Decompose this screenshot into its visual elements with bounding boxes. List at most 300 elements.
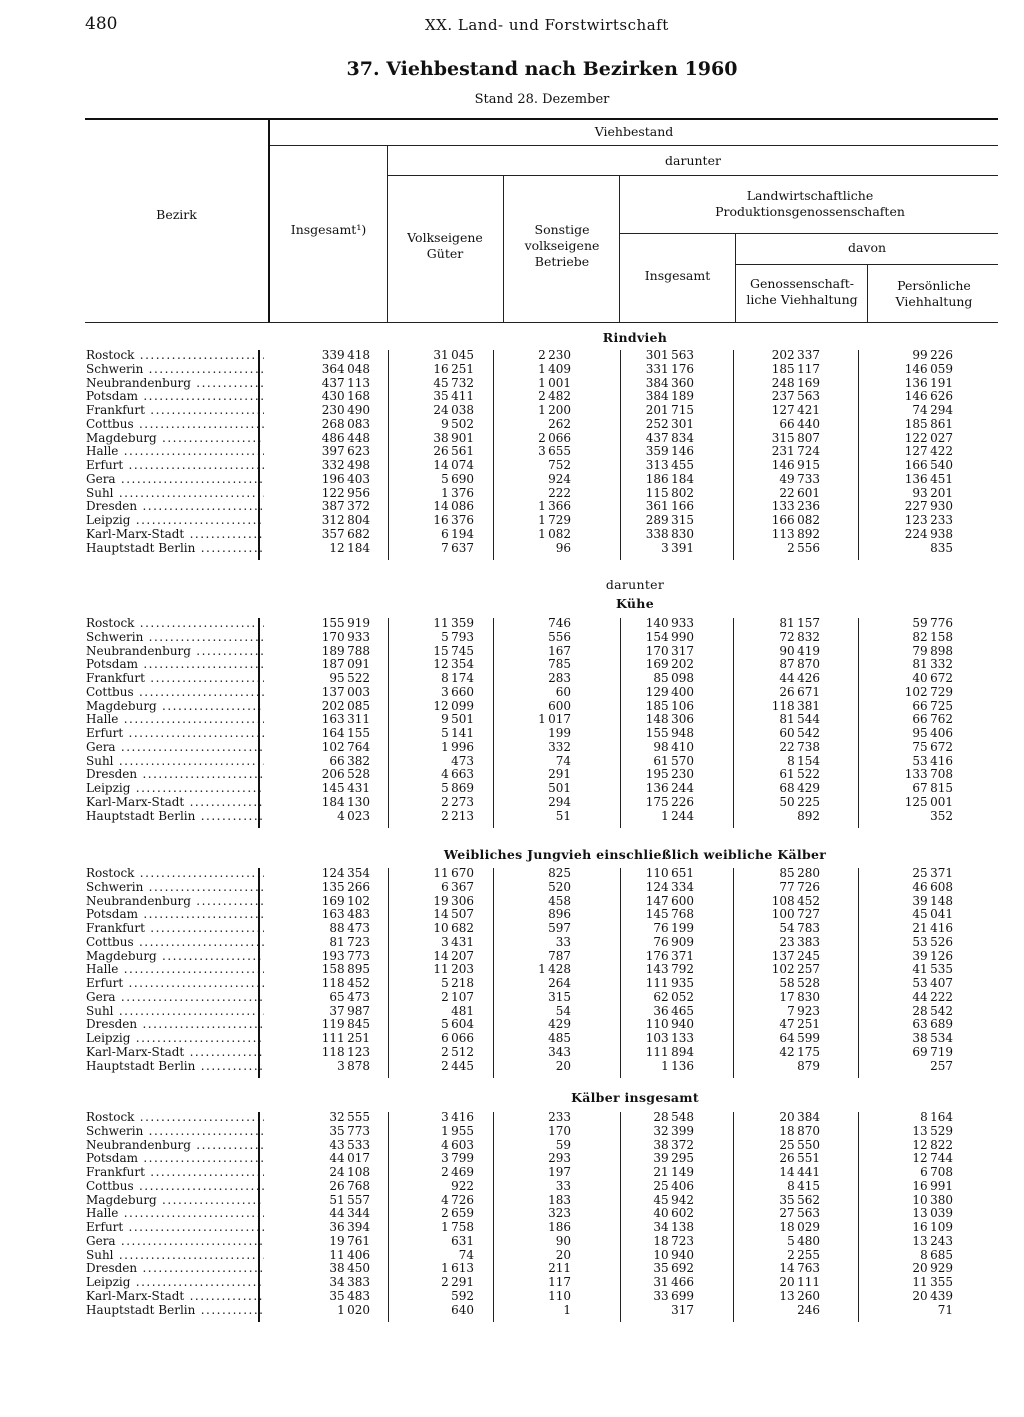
cell-insgesamt: 189 788 [321,643,370,658]
cell-lpg-insgesamt: 103 133 [645,1031,694,1045]
cell-insgesamt: 35 773 [329,1123,370,1138]
cell-insgesamt: 24 108 [329,1165,370,1179]
cell-persoenlich: 28 542 [912,1003,953,1018]
bezirk-name: Schwerin ..... [86,1124,264,1138]
bezirk-name: Gera ..... [86,1234,264,1248]
cell-sonstige-betriebe: 485 [548,1031,571,1045]
cell-sonstige-betriebe: 429 [548,1017,571,1032]
cell-insgesamt: 95 522 [329,671,370,685]
cell-lpg-insgesamt: 98 410 [653,739,694,754]
cell-sonstige-betriebe: 60 [555,684,571,699]
header-viehbestand: Viehbestand [594,124,674,139]
cell-insgesamt: 102 764 [321,739,370,754]
cell-genossenschaftlich: 8 415 [787,1178,820,1193]
cell-persoenlich: 127 422 [904,444,953,459]
cell-sonstige-betriebe: 2 482 [538,389,571,404]
cell-sonstige-betriebe: 787 [548,948,571,963]
cell-genossenschaftlich: 185 117 [771,361,820,376]
cell-genossenschaftlich: 42 175 [779,1044,820,1059]
cell-lpg-insgesamt: 338 830 [645,526,694,541]
bezirk-name: Erfurt ..... [86,458,264,472]
cell-lpg-insgesamt: 129 400 [645,684,694,699]
cell-genossenschaftlich: 47 251 [779,1017,820,1032]
cell-sonstige-betriebe: 924 [548,471,571,486]
cell-lpg-insgesamt: 289 315 [645,513,694,527]
cell-sonstige-betriebe: 1 200 [538,403,571,417]
cell-sonstige-betriebe: 197 [548,1165,571,1179]
cell-sonstige-betriebe: 501 [548,781,571,795]
cell-sonstige-betriebe: 199 [548,726,571,740]
cell-sonstige-betriebe: 825 [548,866,571,880]
cell-genossenschaftlich: 81 157 [779,616,820,630]
cell-volkseigene-gueter: 2 445 [441,1058,474,1073]
bezirk-name: Gera ..... [86,740,264,754]
cell-sonstige-betriebe: 167 [548,643,571,658]
cell-volkseigene-gueter: 14 074 [433,458,474,472]
table-row [86,781,970,795]
cell-lpg-insgesamt: 155 948 [645,726,694,740]
table-row [86,513,970,527]
cell-insgesamt: 163 483 [321,907,370,922]
cell-volkseigene-gueter: 631 [451,1233,474,1248]
table-row [86,616,970,630]
cell-insgesamt: 4 023 [337,808,370,823]
cell-lpg-insgesamt: 33 699 [653,1288,694,1303]
bezirk-name: Schwerin ..... [86,630,264,644]
cell-volkseigene-gueter: 2 291 [441,1275,474,1289]
cell-genossenschaftlich: 22 601 [779,485,820,500]
cell-genossenschaftlich: 315 807 [771,430,820,445]
bezirk-name: Leipzig ..... [86,513,264,527]
cell-volkseigene-gueter: 35 411 [433,389,474,404]
cell-persoenlich: 63 689 [912,1017,953,1032]
cell-persoenlich: 11 355 [912,1275,953,1289]
cell-insgesamt: 1 020 [337,1302,370,1317]
cell-volkseigene-gueter: 19 306 [433,893,474,908]
cell-insgesamt: 202 085 [321,698,370,713]
cell-genossenschaftlich: 22 738 [779,739,820,754]
cell-lpg-insgesamt: 331 176 [645,361,694,376]
cell-persoenlich: 99 226 [912,348,953,362]
bezirk-name: Hauptstadt Berlin ..... [86,809,264,823]
header-divider-sonstige [619,175,620,322]
cell-insgesamt: 339 418 [321,348,370,362]
cell-persoenlich: 40 672 [912,671,953,685]
table-row [86,866,970,880]
table-row [86,1303,970,1317]
cell-sonstige-betriebe: 51 [555,808,571,823]
cell-persoenlich: 102 729 [904,684,953,699]
cell-persoenlich: 10 380 [912,1192,953,1207]
cell-volkseigene-gueter: 5 869 [441,781,474,795]
cell-volkseigene-gueter: 11 670 [433,866,474,880]
cell-lpg-insgesamt: 195 230 [645,767,694,782]
cell-genossenschaftlich: 66 440 [779,416,820,431]
cell-insgesamt: 37 987 [329,1003,370,1018]
section-pretitle: darunter [605,577,665,592]
cell-persoenlich: 45 041 [912,907,953,922]
cell-persoenlich: 82 158 [912,629,953,644]
cell-persoenlich: 39 126 [912,948,953,963]
cell-lpg-insgesamt: 175 226 [645,794,694,809]
bezirk-name: Potsdam ..... [86,657,264,671]
cell-persoenlich: 46 608 [912,879,953,894]
header-rule-viehbestand [270,145,998,146]
cell-sonstige-betriebe: 183 [548,1192,571,1207]
cell-insgesamt: 38 450 [329,1261,370,1276]
table-row [86,795,970,809]
cell-lpg-insgesamt: 21 149 [653,1165,694,1179]
cell-insgesamt: 268 083 [321,416,370,431]
cell-lpg-insgesamt: 154 990 [645,629,694,644]
cell-insgesamt: 124 354 [321,866,370,880]
table-row [86,644,970,658]
cell-insgesamt: 44 017 [329,1151,370,1166]
cell-volkseigene-gueter: 5 604 [441,1017,474,1032]
bezirk-name: Halle ..... [86,962,264,976]
table-row [86,1004,970,1018]
cell-insgesamt: 118 452 [321,976,370,990]
cell-lpg-insgesamt: 10 940 [653,1247,694,1262]
cell-sonstige-betriebe: 2 230 [538,348,571,362]
bezirk-name: Rostock ..... [86,348,264,362]
table-row [86,403,970,417]
bezirk-name: Karl-Marx-Stadt ..... [86,795,264,809]
cell-persoenlich: 16 991 [912,1178,953,1193]
header-rule-darunter [388,175,998,176]
cell-lpg-insgesamt: 34 138 [653,1220,694,1234]
table-row [86,1275,970,1289]
cell-genossenschaftlich: 118 381 [771,698,820,713]
cell-volkseigene-gueter: 1 996 [441,739,474,754]
cell-sonstige-betriebe: 785 [548,657,571,672]
bezirk-name: Halle ..... [86,712,264,726]
cell-sonstige-betriebe: 117 [548,1275,571,1289]
section-title: Weibliches Jungvieh einschließlich weibliche Kälber [443,847,827,862]
cell-sonstige-betriebe: 2 066 [538,430,571,445]
cell-insgesamt: 193 773 [321,948,370,963]
cell-insgesamt: 119 845 [321,1017,370,1032]
cell-insgesamt: 66 382 [329,753,370,768]
cell-sonstige-betriebe: 1 409 [538,361,571,376]
cell-genossenschaftlich: 85 280 [779,866,820,880]
cell-volkseigene-gueter: 1 376 [441,485,474,500]
bezirk-name: Leipzig ..... [86,781,264,795]
table-row [86,740,970,754]
cell-sonstige-betriebe: 293 [548,1151,571,1166]
cell-insgesamt: 137 003 [321,684,370,699]
table-row [86,1206,970,1220]
cell-genossenschaftlich: 2 556 [787,540,820,555]
cell-sonstige-betriebe: 1 082 [538,526,571,541]
table-row [86,1234,970,1248]
cell-sonstige-betriebe: 458 [548,893,571,908]
cell-persoenlich: 53 526 [912,934,953,949]
cell-lpg-insgesamt: 25 406 [653,1178,694,1193]
cell-persoenlich: 227 930 [904,499,953,514]
cell-persoenlich: 13 039 [912,1206,953,1221]
cell-persoenlich: 39 148 [912,893,953,908]
cell-volkseigene-gueter: 7 637 [441,540,474,555]
bezirk-name: Neubrandenburg ..... [86,1138,264,1152]
cell-persoenlich: 21 416 [912,921,953,935]
bezirk-name: Magdeburg ..... [86,1193,264,1207]
cell-sonstige-betriebe: 291 [548,767,571,782]
cell-volkseigene-gueter: 2 213 [441,808,474,823]
cell-sonstige-betriebe: 752 [548,458,571,472]
cell-sonstige-betriebe: 33 [555,934,571,949]
header-lpg: Landwirtschaftliche Produktionsgenossenschaften [715,188,905,219]
cell-insgesamt: 43 533 [329,1137,370,1152]
table-row [86,1124,970,1138]
header-volkseigene-gueter: Volkseigene Güter [407,230,483,261]
cell-persoenlich: 224 938 [904,526,953,541]
cell-genossenschaftlich: 68 429 [779,781,820,795]
table-row [86,921,970,935]
table-row [86,541,970,555]
table-row [86,389,970,403]
cell-persoenlich: 53 407 [912,976,953,990]
cell-insgesamt: 206 528 [321,767,370,782]
bezirk-name: Erfurt ..... [86,1220,264,1234]
cell-volkseigene-gueter: 31 045 [433,348,474,362]
cell-lpg-insgesamt: 39 295 [653,1151,694,1166]
cell-volkseigene-gueter: 6 194 [441,526,474,541]
header-darunter: darunter [665,153,721,168]
cell-genossenschaftlich: 14 763 [779,1261,820,1276]
header-divider-insgesamt [387,145,388,322]
cell-insgesamt: 34 383 [329,1275,370,1289]
cell-persoenlich: 835 [930,540,953,555]
cell-lpg-insgesamt: 32 399 [653,1123,694,1138]
cell-insgesamt: 111 251 [321,1031,370,1045]
cell-persoenlich: 13 243 [912,1233,953,1248]
table-row [86,630,970,644]
cell-genossenschaftlich: 133 236 [771,499,820,514]
cell-genossenschaftlich: 892 [797,808,820,823]
cell-lpg-insgesamt: 115 802 [645,485,694,500]
cell-lpg-insgesamt: 147 600 [645,893,694,908]
cell-sonstige-betriebe: 1 017 [538,712,571,727]
cell-genossenschaftlich: 81 544 [779,712,820,727]
cell-insgesamt: 312 804 [321,513,370,527]
cell-lpg-insgesamt: 110 940 [645,1017,694,1032]
cell-genossenschaftlich: 18 870 [779,1123,820,1138]
header-davon: davon [847,240,887,255]
table-row [86,1220,970,1234]
cell-insgesamt: 437 113 [321,375,370,390]
header-divider-bezirk [268,118,270,322]
cell-lpg-insgesamt: 38 372 [653,1137,694,1152]
table-row [86,894,970,908]
cell-genossenschaftlich: 61 522 [779,767,820,782]
cell-persoenlich: 146 059 [904,361,953,376]
cell-lpg-insgesamt: 40 602 [653,1206,694,1221]
cell-insgesamt: 122 956 [321,485,370,500]
bezirk-name: Hauptstadt Berlin ..... [86,1059,264,1073]
cell-sonstige-betriebe: 20 [555,1058,571,1073]
cell-volkseigene-gueter: 11 203 [433,962,474,977]
cell-volkseigene-gueter: 4 663 [441,767,474,782]
table-row [86,1179,970,1193]
bezirk-name: Dresden ..... [86,499,264,513]
cell-persoenlich: 136 451 [904,471,953,486]
cell-genossenschaftlich: 87 870 [779,657,820,672]
cell-lpg-insgesamt: 169 202 [645,657,694,672]
cell-lpg-insgesamt: 45 942 [653,1192,694,1207]
cell-volkseigene-gueter: 2 273 [441,794,474,809]
table-row [86,657,970,671]
cell-persoenlich: 44 222 [912,989,953,1004]
cell-genossenschaftlich: 26 671 [779,684,820,699]
cell-genossenschaftlich: 14 441 [779,1165,820,1179]
cell-volkseigene-gueter: 45 732 [433,375,474,390]
cell-lpg-insgesamt: 145 768 [645,907,694,922]
cell-sonstige-betriebe: 746 [548,616,571,630]
cell-sonstige-betriebe: 1 366 [538,499,571,514]
cell-insgesamt: 397 623 [321,444,370,459]
cell-persoenlich: 352 [930,808,953,823]
cell-lpg-insgesamt: 36 465 [653,1003,694,1018]
cell-sonstige-betriebe: 3 655 [538,444,571,459]
cell-genossenschaftlich: 7 923 [787,1003,820,1018]
cell-insgesamt: 430 168 [321,389,370,404]
bezirk-name: Dresden ..... [86,1017,264,1031]
cell-sonstige-betriebe: 186 [548,1220,571,1234]
cell-persoenlich: 123 233 [904,513,953,527]
cell-volkseigene-gueter: 10 682 [433,921,474,935]
bezirk-name: Rostock ..... [86,866,264,880]
cell-lpg-insgesamt: 317 [671,1302,694,1317]
cell-volkseigene-gueter: 5 793 [441,629,474,644]
header-lpg-insgesamt: Insgesamt [644,268,711,283]
cell-volkseigene-gueter: 1 955 [441,1123,474,1138]
cell-volkseigene-gueter: 2 469 [441,1165,474,1179]
cell-persoenlich: 8 685 [920,1247,953,1262]
table-row [86,949,970,963]
cell-genossenschaftlich: 35 562 [779,1192,820,1207]
cell-sonstige-betriebe: 1 [563,1302,571,1317]
cell-genossenschaftlich: 27 563 [779,1206,820,1221]
cell-sonstige-betriebe: 1 729 [538,513,571,527]
header-bezirk: Bezirk [156,207,197,222]
cell-insgesamt: 230 490 [321,403,370,417]
cell-sonstige-betriebe: 262 [548,416,571,431]
cell-genossenschaftlich: 50 225 [779,794,820,809]
cell-volkseigene-gueter: 38 901 [433,430,474,445]
cell-insgesamt: 187 091 [321,657,370,672]
cell-genossenschaftlich: 90 419 [779,643,820,658]
cell-persoenlich: 257 [930,1058,953,1073]
table-row [86,444,970,458]
table-row [86,1017,970,1031]
table-row [86,907,970,921]
cell-volkseigene-gueter: 74 [458,1247,474,1262]
cell-insgesamt: 387 372 [321,499,370,514]
cell-volkseigene-gueter: 8 174 [441,671,474,685]
table-row [86,486,970,500]
bezirk-name: Gera ..... [86,472,264,486]
cell-sonstige-betriebe: 343 [548,1044,571,1059]
cell-genossenschaftlich: 72 832 [779,629,820,644]
cell-sonstige-betriebe: 264 [548,976,571,990]
cell-volkseigene-gueter: 6 367 [441,879,474,894]
bezirk-name: Cottbus ..... [86,685,264,699]
page-number: 480 [85,14,118,34]
cell-volkseigene-gueter: 2 512 [441,1044,474,1059]
cell-lpg-insgesamt: 437 834 [645,430,694,445]
cell-genossenschaftlich: 20 111 [779,1275,820,1289]
bezirk-name: Karl-Marx-Stadt ..... [86,527,264,541]
cell-insgesamt: 12 184 [329,540,370,555]
cell-persoenlich: 136 191 [904,375,953,390]
cell-insgesamt: 364 048 [321,361,370,376]
table-row [86,754,970,768]
cell-volkseigene-gueter: 2 659 [441,1206,474,1221]
bezirk-name: Potsdam ..... [86,907,264,921]
running-head: XX. Land- und Forstwirtschaft [425,16,669,34]
cell-genossenschaftlich: 77 726 [779,879,820,894]
cell-volkseigene-gueter: 592 [451,1288,474,1303]
table-row [86,362,970,376]
cell-genossenschaftlich: 13 260 [779,1288,820,1303]
cell-persoenlich: 81 332 [912,657,953,672]
cell-genossenschaftlich: 127 421 [771,403,820,417]
cell-persoenlich: 74 294 [912,403,953,417]
table-row [86,1289,970,1303]
cell-sonstige-betriebe: 1 428 [538,962,571,977]
cell-persoenlich: 66 725 [912,698,953,713]
table-row [86,726,970,740]
cell-sonstige-betriebe: 54 [555,1003,571,1018]
bezirk-name: Gera ..... [86,990,264,1004]
cell-lpg-insgesamt: 62 052 [653,989,694,1004]
cell-insgesamt: 145 431 [321,781,370,795]
cell-volkseigene-gueter: 12 354 [433,657,474,672]
cell-genossenschaftlich: 60 542 [779,726,820,740]
cell-lpg-insgesamt: 148 306 [645,712,694,727]
cell-volkseigene-gueter: 922 [451,1178,474,1193]
cell-insgesamt: 158 895 [321,962,370,977]
cell-lpg-insgesamt: 111 935 [645,976,694,990]
cell-insgesamt: 169 102 [321,893,370,908]
cell-genossenschaftlich: 146 915 [771,458,820,472]
cell-genossenschaftlich: 18 029 [779,1220,820,1234]
cell-insgesamt: 81 723 [329,934,370,949]
cell-lpg-insgesamt: 1 136 [661,1058,694,1073]
cell-persoenlich: 16 109 [912,1220,953,1234]
cell-persoenlich: 6 708 [920,1165,953,1179]
cell-sonstige-betriebe: 323 [548,1206,571,1221]
table-row [86,1045,970,1059]
cell-volkseigene-gueter: 1 613 [441,1261,474,1276]
cell-insgesamt: 486 448 [321,430,370,445]
cell-genossenschaftlich: 44 426 [779,671,820,685]
cell-insgesamt: 163 311 [321,712,370,727]
table-row [86,880,970,894]
cell-genossenschaftlich: 49 733 [779,471,820,486]
table-row [86,499,970,513]
bezirk-name: Frankfurt ..... [86,671,264,685]
table-row [86,699,970,713]
bezirk-name: Hauptstadt Berlin ..... [86,1303,264,1317]
cell-insgesamt: 51 557 [329,1192,370,1207]
header-sonstige-betriebe: Sonstige volkseigene Betriebe [524,222,600,269]
bezirk-name: Neubrandenburg ..... [86,894,264,908]
cell-volkseigene-gueter: 14 207 [433,948,474,963]
cell-genossenschaftlich: 237 563 [771,389,820,404]
table-row [86,1110,970,1124]
